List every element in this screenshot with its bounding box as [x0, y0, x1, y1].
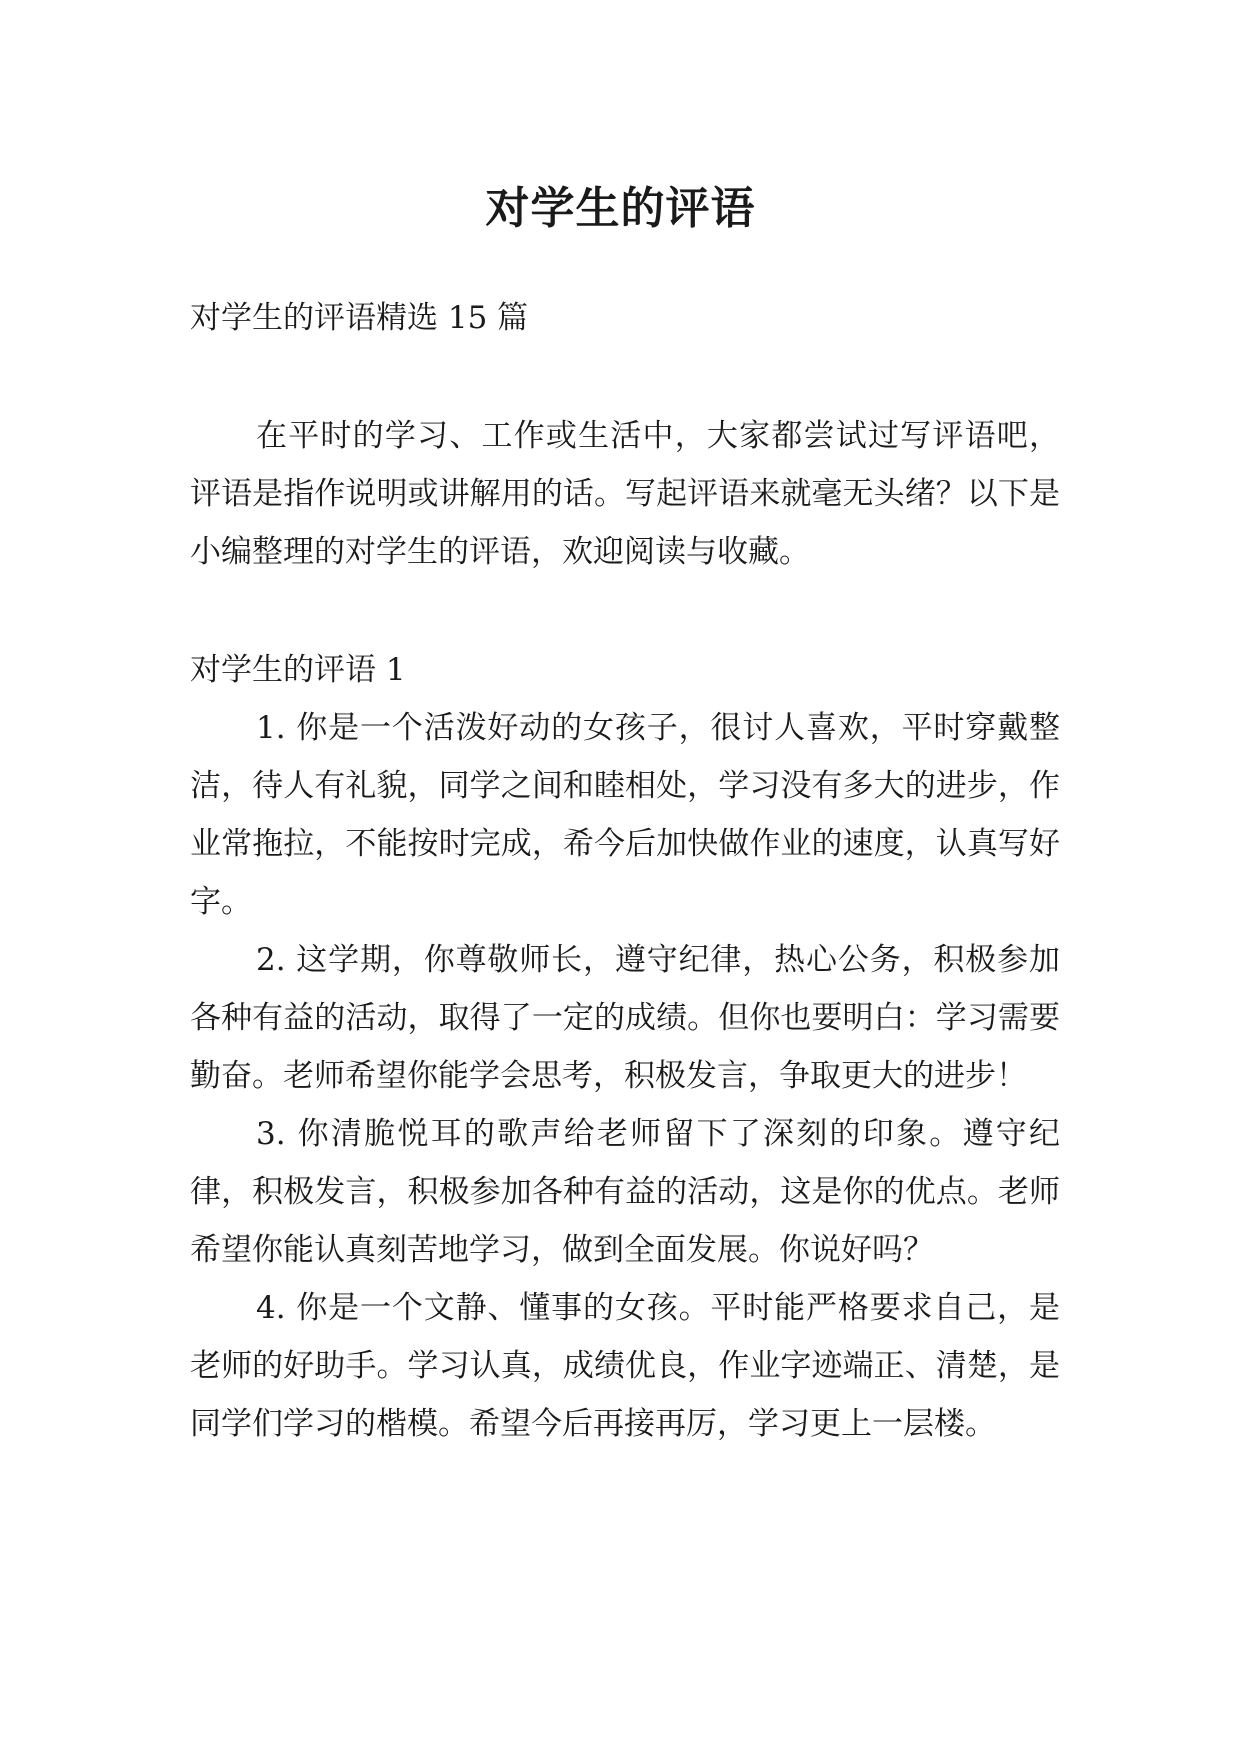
comment-item: 1. 你是一个活泼好动的女孩子，很讨人喜欢，平时穿戴整洁，待人有礼貌，同学之间和睦相处，学习没有多大的进步，作业常拖拉，不能按时完成，希今后加快做作业的速度，认真写好字。 [190, 710, 1060, 920]
comment-item: 3. 你清脆悦耳的歌声给老师留下了深刻的印象。遵守纪律，积极发言，积极参加各种有益的活动，这是你的优点。老师希望你能认真刻苦地学习，做到全面发展。你说好吗？ [190, 1116, 1060, 1268]
document-title: 对学生的评语 [485, 183, 756, 235]
section-heading: 对学生的评语 1 [190, 652, 406, 688]
comment-item: 4. 你是一个文静、懂事的女孩。平时能严格要求自己，是老师的好助手。学习认真，成绩优良，作业字迹端正、清楚，是同学们学习的楷模。希望今后再接再厉，学习更上一层楼。 [190, 1290, 1060, 1442]
comment-item: 2. 这学期，你尊敬师长，遵守纪律，热心公务，积极参加各种有益的活动，取得了一定的成绩。但你也要明白：学习需要勤奋。老师希望你能学会思考，积极发言，争取更大的进步！ [190, 942, 1060, 1094]
intro-paragraph: 在平时的学习、工作或生活中，大家都尝试过写评语吧，评语是指作说明或讲解用的话。写起评语来就毫无头绪？以下是小编整理的对学生的评语，欢迎阅读与收藏。 [190, 418, 1060, 570]
document-body [190, 289, 1060, 1453]
document-subtitle: 对学生的评语精选 15 篇 [190, 300, 529, 336]
